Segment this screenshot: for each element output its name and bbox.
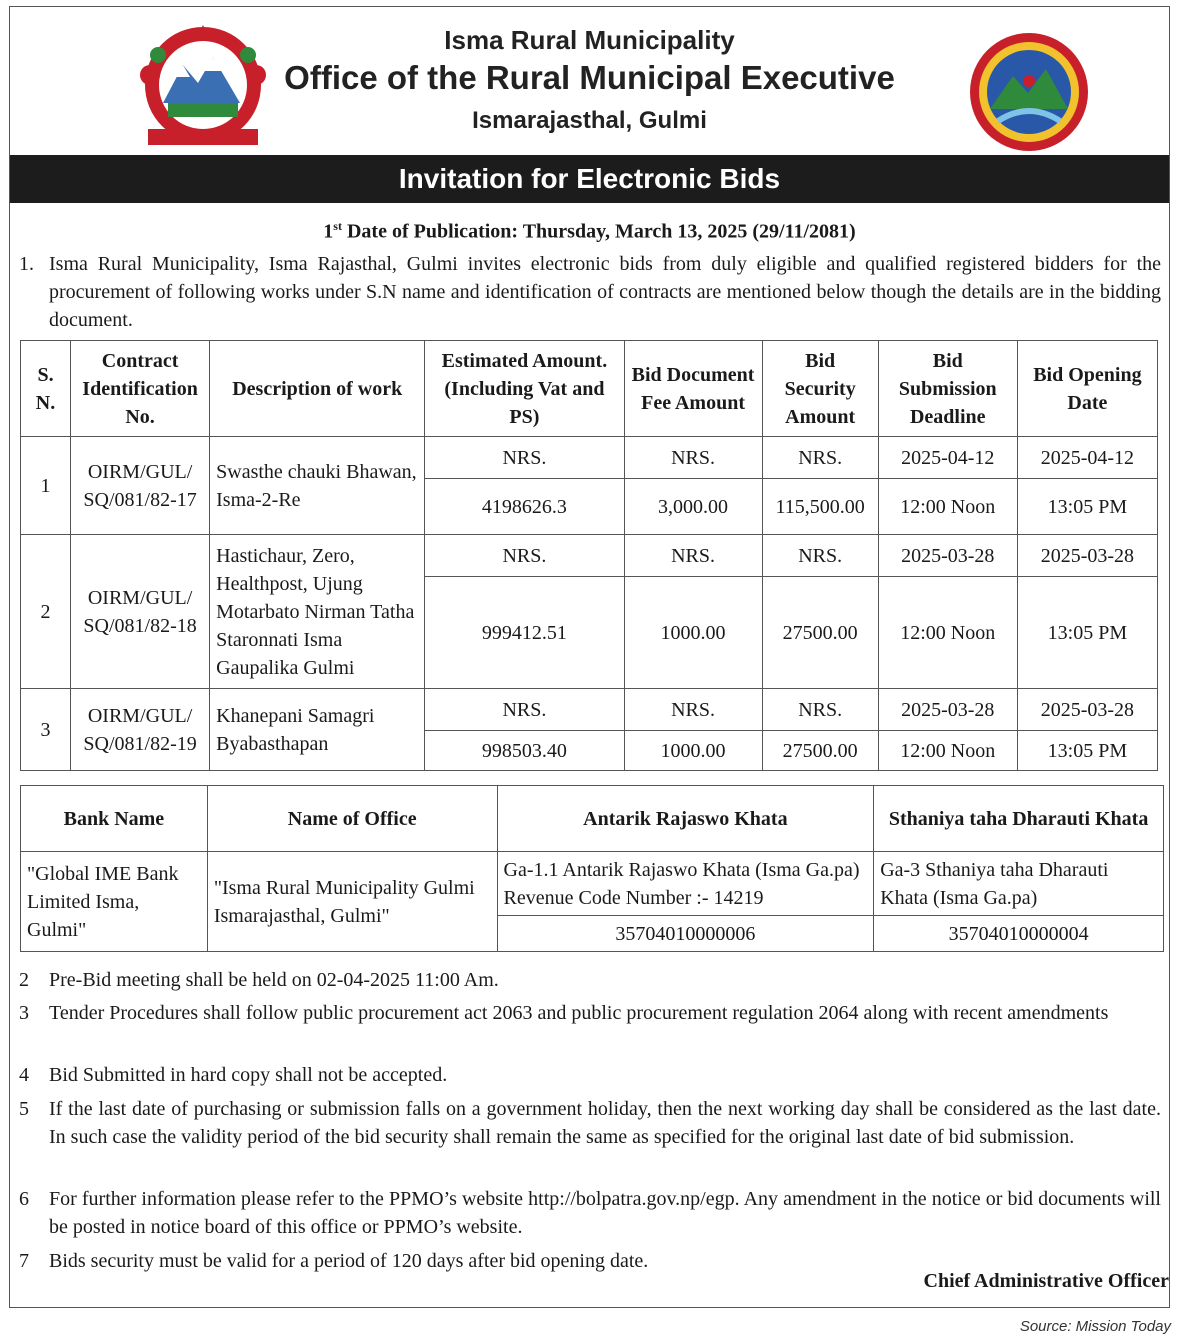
- sthaniya-desc-cell: Ga-3 Sthaniya taha Dharauti Khata (Isma Ga.pa): [874, 852, 1164, 916]
- point-6: [19, 1185, 1161, 1241]
- row-fee-currency: NRS.: [624, 689, 762, 731]
- header-sthaniya: Sthaniya taha Dharauti Khata: [874, 786, 1164, 852]
- municipality-seal-icon: [968, 31, 1090, 153]
- intro-number: 1.: [19, 253, 34, 275]
- antarik-account-cell: 35704010000006: [497, 916, 874, 952]
- row-fee-amount: 1000.00: [624, 731, 762, 771]
- row-est-amount: 998503.40: [425, 731, 624, 771]
- row-sec-currency: NRS.: [762, 437, 878, 479]
- row-sub-time: 12:00 Noon: [878, 479, 1017, 535]
- row-open-date: 2025-03-28: [1017, 689, 1157, 731]
- publication-date: [10, 219, 1169, 244]
- table-row: [21, 437, 1158, 479]
- point-3: [19, 999, 1161, 1027]
- header-opening: Bid Opening Date: [1017, 341, 1157, 437]
- row-sn: 3: [21, 689, 71, 771]
- office-name: Office of the Rural Municipal Executive: [284, 59, 895, 96]
- notice-frame: [9, 6, 1170, 1308]
- header-description: Description of work: [210, 341, 425, 437]
- point-5: [19, 1095, 1161, 1151]
- bank-row: [21, 852, 1164, 916]
- point-4: [19, 1061, 1161, 1089]
- row-fee-currency: NRS.: [624, 437, 762, 479]
- point-2: [19, 966, 1161, 994]
- row-est-currency: NRS.: [425, 535, 624, 577]
- row-contract-id: OIRM/GUL/ SQ/081/82-17: [71, 437, 210, 535]
- point-text: Pre-Bid meeting shall be held on 02-04-2025 11:00 Am.: [49, 969, 499, 991]
- point-number: 3: [19, 1002, 29, 1024]
- row-fee-amount: 1000.00: [624, 577, 762, 689]
- office-address: Ismarajasthal, Gulmi: [472, 107, 707, 134]
- row-fee-currency: NRS.: [624, 535, 762, 577]
- table-row: [21, 689, 1158, 731]
- bank-name-cell: "Global IME Bank Limited Isma, Gulmi": [21, 852, 208, 952]
- row-sec-currency: NRS.: [762, 535, 878, 577]
- row-sub-date: 2025-03-28: [878, 689, 1017, 731]
- row-contract-id: OIRM/GUL/ SQ/081/82-18: [71, 535, 210, 689]
- bid-table: [20, 340, 1158, 771]
- row-sub-time: 12:00 Noon: [878, 731, 1017, 771]
- row-open-time: 13:05 PM: [1017, 479, 1157, 535]
- header-antarik: Antarik Rajaswo Khata: [497, 786, 874, 852]
- header-sn: S. N.: [21, 341, 71, 437]
- row-description: Hastichaur, Zero, Healthpost, Ujung Motarbato Nirman Tatha Staronnati Isma Gaupalika Gulmi: [210, 535, 425, 689]
- row-description: Khanepani Samagri Byabasthapan: [210, 689, 425, 771]
- bid-table-header: [21, 341, 1158, 437]
- row-open-time: 13:05 PM: [1017, 577, 1157, 689]
- row-sec-amount: 115,500.00: [762, 479, 878, 535]
- header-bank-name: Bank Name: [21, 786, 208, 852]
- intro-paragraph: [19, 250, 1161, 334]
- row-open-date: 2025-04-12: [1017, 437, 1157, 479]
- point-text: Bids security must be valid for a period of 120 days after bid opening date.: [49, 1250, 649, 1272]
- municipality-name: Isma Rural Municipality: [444, 25, 735, 55]
- row-sec-amount: 27500.00: [762, 731, 878, 771]
- row-sec-currency: NRS.: [762, 689, 878, 731]
- row-est-currency: NRS.: [425, 689, 624, 731]
- publication-ordinal: 1: [323, 220, 334, 243]
- point-number: 5: [19, 1098, 29, 1120]
- bank-table-header: [21, 786, 1164, 852]
- row-est-amount: 999412.51: [425, 577, 624, 689]
- point-text: Tender Procedures shall follow public procurement act 2063 and public procurement regulation 2064 along with recent amendments: [49, 1002, 1109, 1024]
- row-sn: 2: [21, 535, 71, 689]
- header-doc-fee: Bid Document Fee Amount: [624, 341, 762, 437]
- row-description: Swasthe chauki Bhawan, Isma-2-Re: [210, 437, 425, 535]
- header-security: Bid Security Amount: [762, 341, 878, 437]
- table-row: [21, 535, 1158, 577]
- office-name-cell: "Isma Rural Municipality Gulmi Ismarajasthal, Gulmi": [207, 852, 497, 952]
- publication-text: Date of Publication: Thursday, March 13, 2025 (29/11/2081): [346, 220, 856, 243]
- point-number: 7: [19, 1250, 29, 1272]
- header-contract-id: Contract Identification No.: [71, 341, 210, 437]
- antarik-desc-cell: Ga-1.1 Antarik Rajaswo Khata (Isma Ga.pa) Revenue Code Number :- 14219: [497, 852, 874, 916]
- row-open-date: 2025-03-28: [1017, 535, 1157, 577]
- header-estimated-amount: Estimated Amount. (Including Vat and PS): [425, 341, 624, 437]
- publication-ordinal-suffix: st: [333, 219, 342, 233]
- header-office-name: Name of Office: [207, 786, 497, 852]
- row-contract-id: OIRM/GUL/ SQ/081/82-19: [71, 689, 210, 771]
- point-number: 4: [19, 1064, 29, 1086]
- source-credit: Source: Mission Today: [1019, 1318, 1171, 1335]
- notice-header: [10, 7, 1169, 155]
- row-sub-date: 2025-03-28: [878, 535, 1017, 577]
- point-number: 2: [19, 969, 29, 991]
- row-sub-date: 2025-04-12: [878, 437, 1017, 479]
- title-banner: Invitation for Electronic Bids: [10, 155, 1169, 203]
- row-est-amount: 4198626.3: [425, 479, 624, 535]
- row-sn: 1: [21, 437, 71, 535]
- row-open-time: 13:05 PM: [1017, 731, 1157, 771]
- row-sec-amount: 27500.00: [762, 577, 878, 689]
- row-fee-amount: 3,000.00: [624, 479, 762, 535]
- signature: Chief Administrative Officer: [923, 1270, 1169, 1292]
- header-submission: Bid Submission Deadline: [878, 341, 1017, 437]
- point-text: For further information please refer to the PPMO’s website http://bolpatra.gov.np/egp. Any amendment in the notice or bid documents will be posted in notice board of this office or PPMO’s website.: [49, 1188, 1161, 1238]
- row-est-currency: NRS.: [425, 437, 624, 479]
- point-text: Bid Submitted in hard copy shall not be accepted.: [49, 1064, 448, 1086]
- point-number: 6: [19, 1188, 29, 1210]
- intro-text: Isma Rural Municipality, Isma Rajasthal, Gulmi invites electronic bids from duly eligible and qualified registered bidders for the procurement of following works under S.N name and identification of contracts are mentioned below though the details are in the bidding document.: [49, 253, 1161, 331]
- sthaniya-account-cell: 35704010000004: [874, 916, 1164, 952]
- bank-table: [20, 785, 1164, 952]
- point-text: If the last date of purchasing or submission falls on a government holiday, then the next working day shall be considered as the last date. In such case the validity period of the bid security shall remain the same as specified for the original last date of bid submission.: [49, 1098, 1161, 1148]
- row-sub-time: 12:00 Noon: [878, 577, 1017, 689]
